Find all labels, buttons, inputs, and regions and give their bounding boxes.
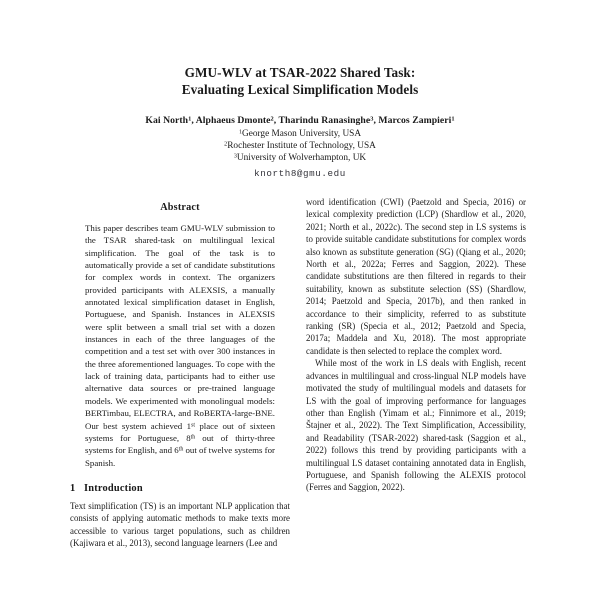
title-line-1: GMU-WLV at TSAR-2022 Shared Task: <box>184 65 416 80</box>
column-right <box>306 196 526 600</box>
column-left <box>70 196 290 600</box>
introduction-body <box>70 500 290 550</box>
right-paragraph-1: word identification (CWI) (Paetzold and Specia, 2016) or lexical complexity prediction (LCP) (Shardlow et al., 2020, 2021; North et al., 2022c). The second step in LS systems is to provide suitable candidate substitutions for complex words also known as substitute generation (SG) (Qiang et al., 2020; North et al., 2022a; Ferres and Saggion, 2022). These candidate substitutions are then filtered in regards to their suitability, known as substitute selection (SS) (Shardlow, 2014; Paetzold and Specia, 2017b), and then ranked in accordance to their simplicity, referred to as substitute ranking (SR) (Specia et al., 2012; Paetzold and Specia, 2017a; Maddela and Xu, 2018). The most appropriate candidate is then selected to replace the complex word. <box>306 197 526 356</box>
title-block <box>0 0 600 179</box>
abstract-text: This paper describes team GMU-WLV submission to the TSAR shared-task on multilingual lexical simplification. The goal of the task is to automatically provide a set of candidate substitutions for complex words in context. The organizers provided participants with ALEXSIS, a manually annotated lexical simplification dataset in English, Portuguese, and Spanish. Instances in ALEXSIS were split between a small trial set with a dozen instances in each of the three languages of the competition and a test set with over 300 instances in the three aforementioned languages. To cope with the lack of training data, participants had to either use alternative data sources or pre-trained language models. We experimented with monolingual models: BERTimbau, ELECTRA, and RoBERTA-large-BNE. Our best system achieved 1st place out of sixteen systems for Portuguese, 8th out of thirty-three systems for English, and 6th out of twelve systems for Spanish. <box>85 223 275 468</box>
affiliation-3: $^3$University of Wolverhampton, UK <box>233 153 367 164</box>
abstract-body <box>85 222 275 469</box>
right-column-body <box>306 196 526 494</box>
section-number: 1 <box>70 482 76 494</box>
contact-email[interactable]: knorth8@gmu.edu <box>254 167 346 179</box>
affiliation-list <box>0 128 600 165</box>
page-title <box>70 64 530 98</box>
section-title: Introduction <box>84 482 143 494</box>
author-list: Kai North$^1$, Alphaeus Dmonte$^2$, Tharindu Ranasinghe$^3$, Marcos Zampieri$^1$ <box>145 115 455 126</box>
title-line-2: Evaluating Lexical Simplification Models <box>181 82 419 97</box>
affiliation-2: $^2$Rochester Institute of Technology, USA <box>224 141 376 152</box>
section-heading-introduction <box>70 483 290 494</box>
body-columns <box>0 196 600 600</box>
abstract-heading: Abstract <box>160 202 200 213</box>
introduction-paragraph-1: Text simplification (TS) is an important NLP application that consists of applying automatic methods to make texts more accessible to various target populations, such as children (Kajiwara et al., 2013), second language learners (Lee and <box>70 500 290 549</box>
affiliation-1: $^1$George Mason University, USA <box>238 129 362 139</box>
right-paragraph-2: While most of the work in LS deals with English, recent advances in multilingual and cross-lingual NLP models have motivated the study of multilingual models and datasets for LS with the goal of improving performance for languages other than English (Yimam et al.; Finnimore et al., 2019; Štajner et al., 2022). The Text Simplification, Accessibility, and Readability (TSAR-2022) shared-task (Saggion et al., 2022) follows this trend by providing participants with a multilingual LS dataset containing annotated data in English, Portuguese, and Spanish following the ALEXIS protocol (Ferres and Saggion, 2022). <box>306 358 526 493</box>
